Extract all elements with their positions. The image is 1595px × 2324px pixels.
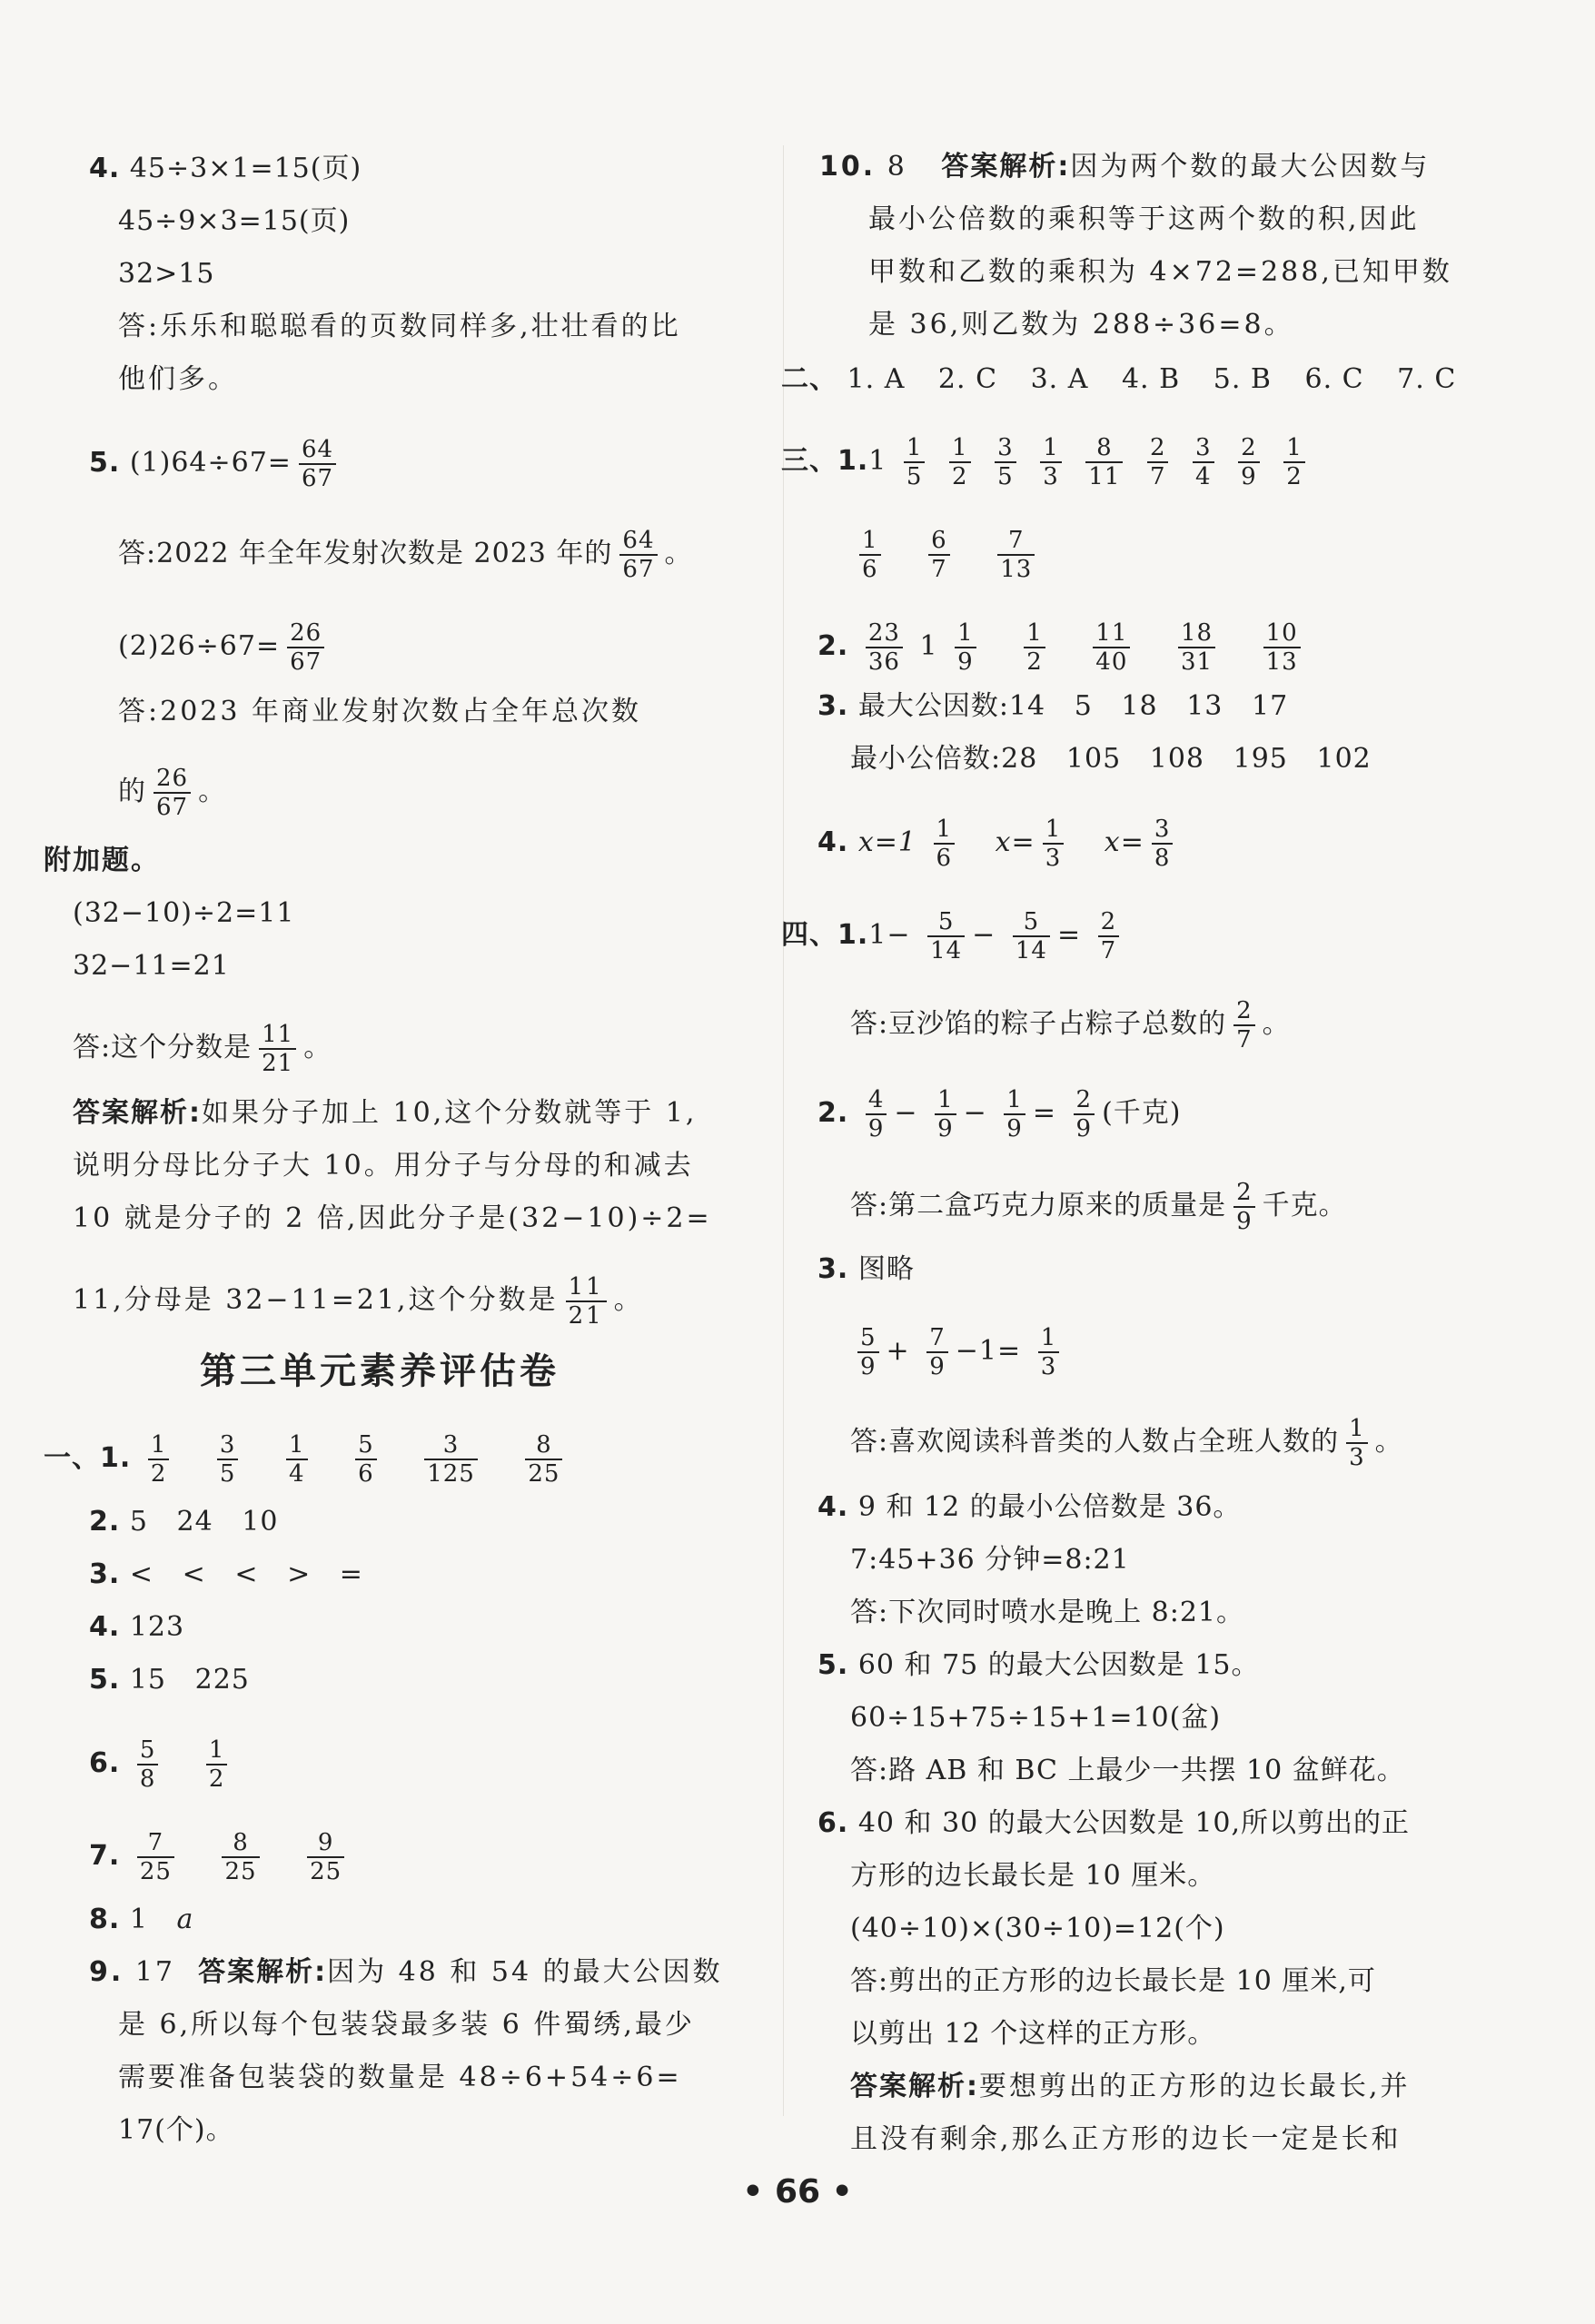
s3-q3-gcd: 3. 最大公因数:14 5 18 13 17: [817, 690, 1289, 722]
fraction: $\frac{2}{9}$: [1233, 1179, 1255, 1235]
fraction: $\frac{7}{13}$: [997, 527, 1035, 583]
s1-q9: 9. 17 答案解析:因为 48 和 54 的最大公因数: [89, 1956, 723, 1988]
s1-q5: 5. 15 225: [89, 1664, 250, 1696]
fraction: $\frac{5}{6}$: [355, 1431, 377, 1488]
fraction: $\frac{1}{2}$: [148, 1431, 170, 1488]
s1-q3: 3. < < < > =: [89, 1558, 363, 1590]
q5-part1: 5. (1)64÷67= $\frac{64}{67}$: [89, 436, 343, 492]
fraction: $\frac{1}{2}$: [206, 1736, 228, 1793]
fraction: $\frac{5}{8}$: [137, 1736, 159, 1793]
fraction: $\frac{1}{3}$: [1346, 1415, 1368, 1471]
fraction: $\frac{10}{13}$: [1263, 619, 1301, 676]
q4-line2: 45÷9×3=15(页): [118, 205, 351, 237]
fraction: $\frac{18}{31}$: [1178, 619, 1215, 676]
fraction: $\frac{11}{21}$: [566, 1273, 607, 1330]
s4-q6-line2: 方形的边长最长是 10 厘米。: [850, 1860, 1216, 1892]
unit-title: 第三单元素养评估卷: [200, 1350, 560, 1392]
s4-q6-explanation2: 且没有剩余,那么正方形的边长一定是长和: [850, 2123, 1402, 2155]
fraction: $\frac{2}{9}$: [1074, 1086, 1095, 1142]
s1-q2: 2. 5 24 10: [89, 1506, 279, 1538]
extra-explanation1: 答案解析:如果分子加上 10,这个分数就等于 1,: [73, 1097, 698, 1129]
fraction: $\frac{1}{5}$: [904, 434, 926, 490]
s4-q5-line2: 60÷15+75÷15+1=10(盆): [850, 1702, 1222, 1734]
s1-q1: 一、1. $\frac{1}{2}$ $\frac{3}{5}$ $\frac{1}{4}$ $\frac{5}{6}$ $\frac{3}{125}$ $\frac{8}{25}$: [44, 1431, 570, 1488]
fraction: $\frac{5}{14}$: [927, 908, 965, 964]
fraction: $\frac{26}{67}$: [287, 619, 324, 676]
s4-q6-line4: 答:剪出的正方形的边长最长是 10 厘米,可: [850, 1965, 1376, 1997]
s4-q2-answer: 答:第二盒巧克力原来的质量是 $\frac{2}{9}$ 千克。: [850, 1179, 1347, 1235]
fraction: $\frac{1}{2}$: [1024, 619, 1045, 676]
s3-q1-row1: 三、1.1 $\frac{1}{5}$ $\frac{1}{2}$ $\frac{3}{5}$ $\frac{1}{3}$ $\frac{8}{11}$ $\frac{2}{7}$ $\frac{3}{4}$ $\frac{2}{9}$ $\frac{1}{2}$: [781, 434, 1313, 490]
fraction: $\frac{11}{40}$: [1093, 619, 1130, 676]
fraction: $\frac{1}{3}$: [1038, 1324, 1060, 1380]
s4-q3-answer: 答:喜欢阅读科普类的人数占全班人数的 $\frac{1}{3}$ 。: [850, 1415, 1403, 1471]
s4-q4-line1: 4. 9 和 12 的最小公倍数是 36。: [817, 1491, 1242, 1523]
fraction: $\frac{2}{9}$: [1238, 434, 1260, 490]
q4-line3: 32>15: [118, 258, 215, 290]
fraction: $\frac{2}{7}$: [1147, 434, 1169, 490]
s4-q1: 四、1.1− $\frac{5}{14}$ − $\frac{5}{14}$ = $\frac{2}{7}$: [781, 908, 1126, 964]
fraction: $\frac{1}{3}$: [1043, 816, 1065, 872]
fraction: $\frac{9}{25}$: [307, 1829, 344, 1885]
fraction: $\frac{3}{5}$: [217, 1431, 239, 1488]
s4-q3-calc: $\frac{5}{9}$ + $\frac{7}{9}$ −1= $\frac{1}{3}$: [850, 1324, 1066, 1380]
s1-q7: 7. $\frac{7}{25}$ $\frac{8}{25}$ $\frac{9}{25}$: [89, 1829, 352, 1885]
extra-line1: (32−10)÷2=11: [73, 897, 295, 929]
fraction: $\frac{1}{6}$: [934, 816, 956, 872]
fraction: $\frac{1}{2}$: [1283, 434, 1305, 490]
fraction: $\frac{8}{25}$: [222, 1829, 259, 1885]
s2-answers: 二、 1. A 2. C 3. A 4. B 5. B 6. C 7. C: [781, 363, 1457, 395]
fraction: $\frac{2}{7}$: [1233, 997, 1255, 1053]
fraction: $\frac{1}{9}$: [935, 1086, 956, 1142]
fraction: $\frac{3}{4}$: [1193, 434, 1214, 490]
q5-part2: (2)26÷67= $\frac{26}{67}$: [118, 619, 332, 676]
fraction: $\frac{64}{67}$: [619, 527, 657, 583]
fraction: $\frac{11}{21}$: [259, 1021, 296, 1077]
q4-line1: 4. 45÷3×1=15(页): [89, 153, 362, 184]
s4-q4-line2: 7:45+36 分钟=8:21: [850, 1544, 1130, 1576]
s3-q4: 4. x=1 $\frac{1}{6}$ x= $\frac{1}{3}$ x= $\frac{3}{8}$: [817, 816, 1180, 872]
s4-q2: 2. $\frac{4}{9}$ − $\frac{1}{9}$ − $\frac{1}{9}$ = $\frac{2}{9}$ (千克): [817, 1086, 1182, 1142]
fraction: $\frac{4}{9}$: [866, 1086, 887, 1142]
q10-line4: 是 36,则乙数为 288÷36=8。: [868, 309, 1294, 341]
extra-explanation2: 说明分母比分子大 10。用分子与分母的和减去: [73, 1150, 694, 1182]
fraction: $\frac{5}{14}$: [1013, 908, 1050, 964]
s4-q3: 3. 图略: [817, 1253, 915, 1285]
s1-q9-exp3: 需要准备包装袋的数量是 48÷6+54÷6=: [118, 2062, 682, 2093]
q10-line3: 甲数和乙数的乘积为 4×72=288,已知甲数: [868, 256, 1452, 288]
s1-q4: 4. 123: [89, 1611, 185, 1643]
fraction: $\frac{1}{9}$: [1004, 1086, 1025, 1142]
s1-q9-exp2: 是 6,所以每个包装袋最多装 6 件蜀绣,最少: [118, 2009, 695, 2041]
extra-answer: 答:这个分数是 $\frac{11}{21}$ 。: [73, 1021, 332, 1077]
fraction: $\frac{1}{9}$: [955, 619, 976, 676]
extra-heading: 附加题。: [44, 845, 160, 876]
page-number: • 66 •: [742, 2173, 853, 2210]
fraction: $\frac{23}{36}$: [866, 619, 903, 676]
fraction: $\frac{64}{67}$: [299, 436, 336, 492]
s4-q1-answer: 答:豆沙馅的粽子占粽子总数的 $\frac{2}{7}$ 。: [850, 997, 1291, 1053]
fraction: $\frac{7}{9}$: [926, 1324, 948, 1380]
q10-line2: 最小公倍数的乘积等于这两个数的积,因此: [868, 203, 1420, 235]
fraction: $\frac{1}{3}$: [1040, 434, 1062, 490]
fraction: $\frac{3}{8}$: [1152, 816, 1174, 872]
s1-q9-exp4: 17(个)。: [118, 2114, 234, 2146]
fraction: $\frac{1}{4}$: [286, 1431, 308, 1488]
fraction: $\frac{8}{25}$: [525, 1431, 562, 1488]
q5-answer2-cont: 的 $\frac{26}{67}$ 。: [118, 765, 227, 821]
s4-q6-line5: 以剪出 12 个这样的正方形。: [850, 2018, 1216, 2050]
fraction: $\frac{8}{11}$: [1085, 434, 1123, 490]
fraction: $\frac{3}{125}$: [424, 1431, 478, 1488]
fraction: $\frac{1}{6}$: [859, 527, 881, 583]
extra-explanation4: 11,分母是 32−11=21,这个分数是 $\frac{11}{21}$ 。: [73, 1273, 644, 1330]
fraction: $\frac{5}{9}$: [857, 1324, 879, 1380]
q4-answer-cont: 他们多。: [118, 363, 238, 395]
q4-answer: 答:乐乐和聪聪看的页数同样多,壮壮看的比: [118, 311, 681, 342]
s3-q1-row2: [852, 527, 1042, 583]
s3-q3-lcm: 最小公倍数:28 105 108 195 102: [850, 743, 1372, 775]
s4-q6-line1: 6. 40 和 30 的最大公因数是 10,所以剪出的正: [817, 1807, 1411, 1839]
s4-q4-line3: 答:下次同时喷水是晚上 8:21。: [850, 1597, 1245, 1628]
fraction: $\frac{2}{7}$: [1098, 908, 1120, 964]
q10-line1: 10. 8 答案解析:因为两个数的最大公因数与: [819, 151, 1431, 183]
fraction: $\frac{7}{25}$: [137, 1829, 174, 1885]
fraction: $\frac{26}{67}$: [154, 765, 191, 821]
q5-answer1: 答:2022 年全年发射次数是 2023 年的 $\frac{64}{67}$ 。: [118, 527, 693, 583]
s1-q8: 8. 1 a: [89, 1904, 194, 1935]
extra-line2: 32−11=21: [73, 950, 230, 982]
fraction: $\frac{3}{5}$: [995, 434, 1016, 490]
s4-q6-line3: (40÷10)×(30÷10)=12(个): [850, 1913, 1225, 1944]
s4-q6-explanation1: 答案解析:要想剪出的正方形的边长最长,并: [850, 2071, 1411, 2102]
fraction: $\frac{1}{2}$: [949, 434, 971, 490]
s3-q2: 2. $\frac{23}{36}$ 1 $\frac{1}{9}$ $\frac{1}{2}$ $\frac{11}{40}$ $\frac{18}{31}$ $\frac{10}{13}$: [817, 619, 1308, 676]
s4-q5-line1: 5. 60 和 75 的最大公因数是 15。: [817, 1649, 1260, 1681]
s1-q6: 6. $\frac{5}{8}$ $\frac{1}{2}$: [89, 1736, 234, 1793]
s4-q5-line3: 答:路 AB 和 BC 上最少一共摆 10 盆鲜花。: [850, 1755, 1405, 1786]
extra-explanation3: 10 就是分子的 2 倍,因此分子是(32−10)÷2=: [73, 1202, 712, 1234]
fraction: $\frac{6}{7}$: [928, 527, 950, 583]
q5-answer2: 答:2023 年商业发射次数占全年总次数: [118, 696, 641, 727]
